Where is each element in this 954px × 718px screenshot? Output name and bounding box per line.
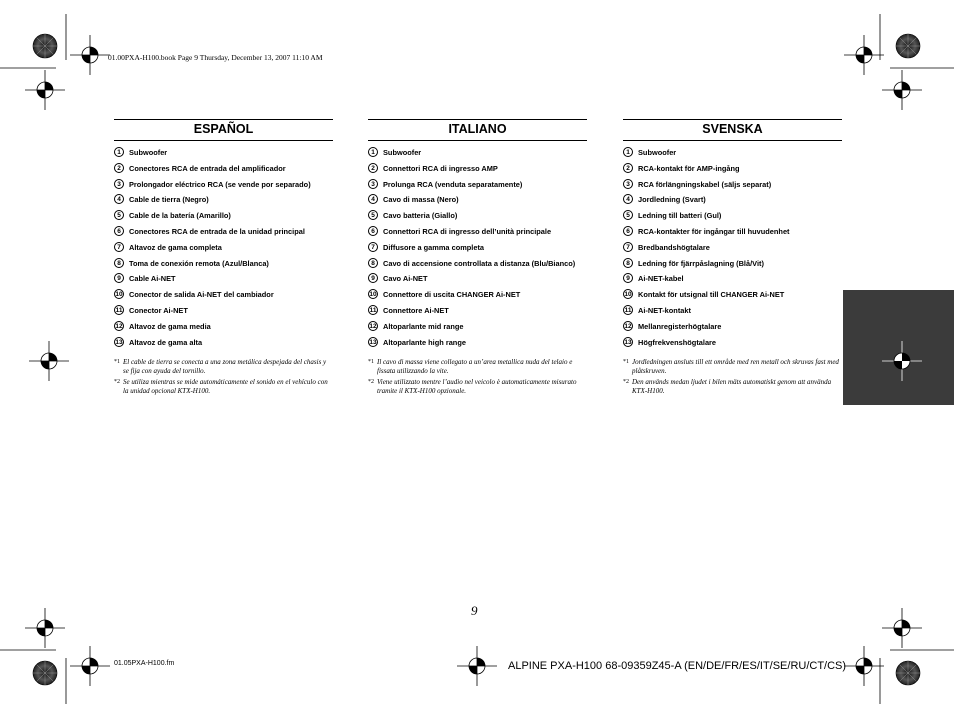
item-label: Conector de salida Ai-NET del cambiador [129,290,274,300]
list-item [114,243,333,252]
item-label: Toma de conexión remota (Azul/Blanca) [129,258,269,268]
item-label: Diffusore a gamma completa [383,242,485,252]
item-number-badge: 4 [368,194,378,204]
item-label: Kontakt för utsignal till CHANGER Ai-NET [638,290,785,300]
list-item [623,306,842,315]
item-label: Cable Ai-NET [129,274,176,284]
item-number-badge: 1 [114,147,124,157]
list-item [114,338,333,347]
component-list [623,148,842,347]
list-item [368,243,587,252]
footnote-mark: *1 [623,358,629,365]
item-number-badge: 13 [115,338,123,346]
page-number: 9 [471,603,478,618]
item-label: Prolongador eléctrico RCA (se vende por separado) [129,179,311,189]
list-item [623,243,842,252]
item-label: Ledning för fjärrpåslagning (Blå/Vit) [638,258,764,268]
footnotes [114,358,333,396]
item-number-badge: 5 [623,210,633,220]
item-label: Jordledning (Svart) [638,195,706,205]
item-number-badge: 7 [114,242,124,252]
list-item [623,259,842,268]
footnote [114,358,333,376]
column-title: ESPAÑOL [114,119,333,141]
item-number-badge: 4 [114,194,124,204]
list-item [368,322,587,331]
item-number-badge: 5 [368,210,378,220]
list-item [368,290,587,299]
item-number-badge: 6 [114,226,124,236]
item-label: Connettori RCA di ingresso AMP [383,163,498,173]
list-item [368,195,587,204]
item-label: Ai-NET-kabel [638,274,684,284]
list-item [368,180,587,189]
list-item [623,164,842,173]
item-label: Cavo Ai-NET [383,274,428,284]
list-item [623,322,842,331]
item-number-badge: 9 [623,273,633,283]
item-number-badge: 3 [114,179,124,189]
item-label: Connettore Ai-NET [383,305,449,315]
item-label: Cavo di accensione controllata a distanza (Blu/Bianco) [383,258,576,268]
item-label: RCA-kontakter för ingångar till huvudenhet [638,226,790,236]
book-header-info: 01.00PXA-H100.book Page 9 Thursday, December 13, 2007 11:10 AM [108,53,323,62]
item-label: Conectores RCA de entrada del amplificador [129,163,286,173]
item-label: Prolunga RCA (venduta separatamente) [383,179,523,189]
item-number-badge: 12 [115,322,123,330]
item-number-badge: 2 [114,163,124,173]
item-label: Cavo batteria (Giallo) [383,211,458,221]
component-list [368,148,587,347]
item-label: Altavoz de gama alta [129,337,203,347]
list-item [623,180,842,189]
footnote-mark: *2 [623,378,629,385]
item-label: Högfrekvenshögtalare [638,337,717,347]
footnotes [368,358,587,396]
item-label: RCA förlängningskabel (säljs separat) [638,179,772,189]
item-number-badge: 1 [368,147,378,157]
language-column [623,119,842,398]
list-item [623,338,842,347]
component-list [114,148,333,347]
item-number-badge: 7 [623,242,633,252]
item-number-badge: 8 [368,258,378,268]
list-item [368,211,587,220]
footnote-mark: *1 [114,358,120,365]
item-label: Conector Ai-NET [129,305,188,315]
footnote-text: Il cavo di massa viene collegato a un’area metallica nuda del telaio e fissata utilizzando la vite. [377,357,573,375]
item-label: Mellanregisterhögtalare [638,321,722,331]
list-item [114,195,333,204]
list-item [114,259,333,268]
item-number-badge: 6 [623,226,633,236]
list-item [114,148,333,157]
item-label: Conectores RCA de entrada de la unidad principal [129,226,305,236]
item-label: Connettore di uscita CHANGER Ai-NET [383,290,521,300]
column-title: ITALIANO [368,119,587,141]
item-label: Altavoz de gama media [129,321,211,331]
footnote [623,358,842,376]
footnote-text: Viene utilizzato mentre l’audio nel veicolo è automaticamente misurato tramite il KTX-H100 opzionale. [377,377,577,395]
list-item [114,274,333,283]
item-number-badge: 5 [114,210,124,220]
item-number-badge: 6 [368,226,378,236]
item-label: Altavoz de gama completa [129,242,222,252]
item-number-badge: 1 [623,147,633,157]
item-label: Cavo di massa (Nero) [383,195,459,205]
footnote-text: Den används medan ljudet i bilen mäts automatiskt genom att använda KTX-H100. [632,377,832,395]
footnote [368,378,587,396]
footnote-mark: *2 [114,378,120,385]
column-title: SVENSKA [623,119,842,141]
footnote-mark: *2 [368,378,374,385]
footer-filename: 01.05PXA-H100.fm [114,660,175,667]
item-number-badge: 10 [369,291,377,299]
item-label: Cable de tierra (Negro) [129,195,209,205]
item-number-badge: 3 [623,179,633,189]
item-number-badge: 9 [368,273,378,283]
footnote [114,378,333,396]
list-item [368,148,587,157]
item-label: Ai-NET-kontakt [638,305,691,315]
item-number-badge: 11 [624,306,632,314]
language-column [114,119,333,398]
list-item [368,338,587,347]
item-number-badge: 10 [115,291,123,299]
list-item [114,180,333,189]
list-item [114,227,333,236]
item-label: Connettori RCA di ingresso dell’unità principale [383,226,552,236]
item-number-badge: 11 [115,306,123,314]
item-number-badge: 8 [114,258,124,268]
item-label: RCA-kontakt för AMP-ingång [638,163,740,173]
list-item [368,306,587,315]
list-item [623,211,842,220]
list-item [368,227,587,236]
list-item [114,290,333,299]
item-number-badge: 8 [623,258,633,268]
list-item [114,164,333,173]
footer-product-code: ALPINE PXA-H100 68-09359Z45-A (EN/DE/FR/ES/IT/SE/RU/CT/CS) [508,660,847,672]
item-number-badge: 2 [623,163,633,173]
list-item [114,322,333,331]
list-item [623,290,842,299]
item-number-badge: 9 [114,273,124,283]
item-number-badge: 3 [368,179,378,189]
list-item [368,164,587,173]
footnotes [623,358,842,396]
list-item [623,227,842,236]
item-number-badge: 12 [624,322,632,330]
item-label: Altoparlante high range [383,337,466,347]
item-label: Subwoofer [383,148,422,157]
item-number-badge: 12 [369,322,377,330]
item-number-badge: 7 [368,242,378,252]
footnote [623,378,842,396]
item-number-badge: 2 [368,163,378,173]
item-label: Altoparlante mid range [383,321,464,331]
list-item [623,148,842,157]
list-item [368,259,587,268]
list-item [114,211,333,220]
footnote-text: Jordledningen ansluts till ett område med ren metall och skruvas fast med plåtskruven. [632,357,839,375]
list-item [623,195,842,204]
footnote-text: Se utiliza mientras se mide automáticamente el sonido en el vehículo con la unidad opcional KTX-H100. [123,377,328,395]
item-number-badge: 13 [369,338,377,346]
list-item [623,274,842,283]
item-label: Ledning till batteri (Gul) [638,211,722,221]
footnote-mark: *1 [368,358,374,365]
item-number-badge: 4 [623,194,633,204]
item-label: Subwoofer [638,148,677,157]
item-label: Cable de la batería (Amarillo) [129,211,231,221]
footnote-text: El cable de tierra se conecta a una zona metálica despejada del chasis y se fija con ayuda del tornillo. [123,357,327,375]
item-number-badge: 11 [369,306,377,314]
list-item [368,274,587,283]
footnote [368,358,587,376]
list-item [114,306,333,315]
item-label: Subwoofer [129,148,168,157]
item-label: Bredbandshögtalare [638,242,710,252]
item-number-badge: 13 [624,338,632,346]
item-number-badge: 10 [624,291,632,299]
language-column [368,119,587,398]
